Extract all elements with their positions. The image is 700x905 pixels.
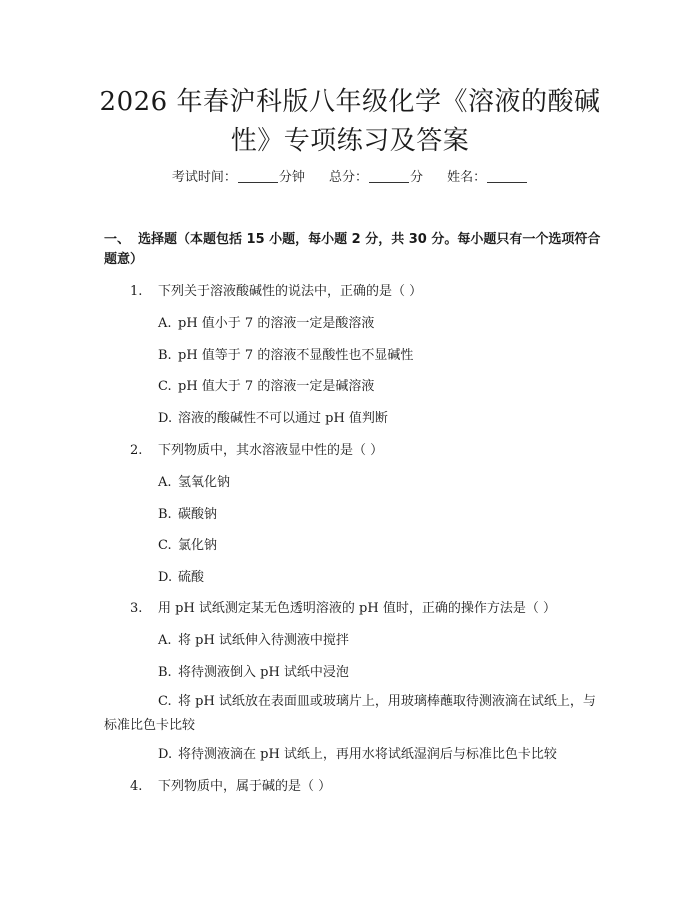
question-text: 下列物质中，其水溶液显中性的是（ ）	[158, 443, 384, 458]
total-score-blank	[369, 168, 409, 183]
question-1-option-d	[158, 409, 388, 429]
question-3-option-a	[158, 631, 349, 651]
question-number: 4.	[130, 779, 143, 794]
option-text: 硫酸	[178, 570, 205, 585]
exam-time-blank	[238, 168, 278, 183]
option-text: 将 pH 试纸放在表面皿或玻璃片上，用玻璃棒蘸取待测液滴在试纸上，与标准比色卡比较	[104, 694, 596, 733]
option-letter: B.	[158, 665, 172, 680]
question-text: 下列物质中，属于碱的是（ ）	[158, 779, 332, 794]
option-text: 将待测液滴在 pH 试纸上，再用水将试纸湿润后与标准比色卡比较	[178, 747, 557, 762]
question-number: 1.	[130, 284, 143, 299]
question-3-option-b	[158, 663, 349, 683]
document-title-line-2: 性》专项练习及答案	[230, 126, 470, 156]
question-1-option-c	[158, 377, 374, 397]
section-instructions: 选择题（本题包括 15 小题，每小题 2 分，共 30 分。每小题只有一个选项符合题意）	[104, 232, 601, 267]
question-3-option-d	[158, 745, 557, 765]
total-score-unit: 分	[410, 170, 424, 185]
option-text: 氢氧化钠	[178, 475, 231, 490]
option-letter: A.	[158, 633, 172, 648]
question-1	[130, 282, 422, 302]
exam-info-line	[0, 168, 700, 188]
section-number: 一、	[104, 232, 131, 247]
student-name-blank	[487, 168, 527, 183]
question-3	[130, 599, 556, 619]
option-text: 溶液的酸碱性不可以通过 pH 值判断	[178, 411, 388, 426]
option-letter: A.	[158, 316, 172, 331]
question-2	[130, 441, 383, 461]
exam-time-field	[172, 168, 305, 188]
exam-time-label: 考试时间：	[171, 170, 237, 185]
option-letter: D.	[158, 747, 173, 762]
option-text: 将待测液倒入 pH 试纸中浸泡	[178, 665, 349, 680]
question-text: 下列关于溶液酸碱性的说法中，正确的是（ ）	[158, 284, 423, 299]
option-text: pH 值大于 7 的溶液一定是碱溶液	[178, 379, 375, 394]
student-name-field	[447, 168, 528, 188]
option-letter: D.	[158, 570, 173, 585]
option-text: 碳酸钠	[178, 507, 218, 522]
question-4	[130, 777, 331, 797]
question-1-option-b	[158, 346, 413, 366]
question-2-option-d	[158, 568, 204, 588]
section-heading	[104, 230, 604, 270]
document-title-line-1: 2026 年春沪科版八年级化学《溶液的酸碱	[99, 87, 601, 117]
question-1-option-a	[158, 314, 374, 334]
question-text: 用 pH 试纸测定某无色透明溶液的 pH 值时，正确的操作方法是（ ）	[158, 601, 556, 616]
student-name-label: 姓名：	[447, 170, 487, 185]
option-letter: C.	[158, 538, 172, 553]
option-text: pH 值等于 7 的溶液不显酸性也不显碱性	[178, 348, 414, 363]
question-2-option-a	[158, 473, 230, 493]
question-2-option-c	[158, 536, 217, 556]
question-3-option-c	[104, 690, 602, 738]
option-text: pH 值小于 7 的溶液一定是酸溶液	[178, 316, 375, 331]
option-text: 将 pH 试纸伸入待测液中搅拌	[178, 633, 349, 648]
exam-time-unit: 分钟	[278, 170, 305, 185]
option-letter: B.	[158, 348, 172, 363]
option-letter: C.	[158, 694, 172, 709]
total-score-field	[329, 168, 423, 188]
option-text: 氯化钠	[178, 538, 218, 553]
option-letter: D.	[158, 411, 173, 426]
total-score-label: 总分：	[328, 170, 368, 185]
question-number: 2.	[130, 443, 143, 458]
question-number: 3.	[130, 601, 143, 616]
option-letter: C.	[158, 379, 172, 394]
question-2-option-b	[158, 505, 217, 525]
option-letter: A.	[158, 475, 172, 490]
option-letter: B.	[158, 507, 172, 522]
